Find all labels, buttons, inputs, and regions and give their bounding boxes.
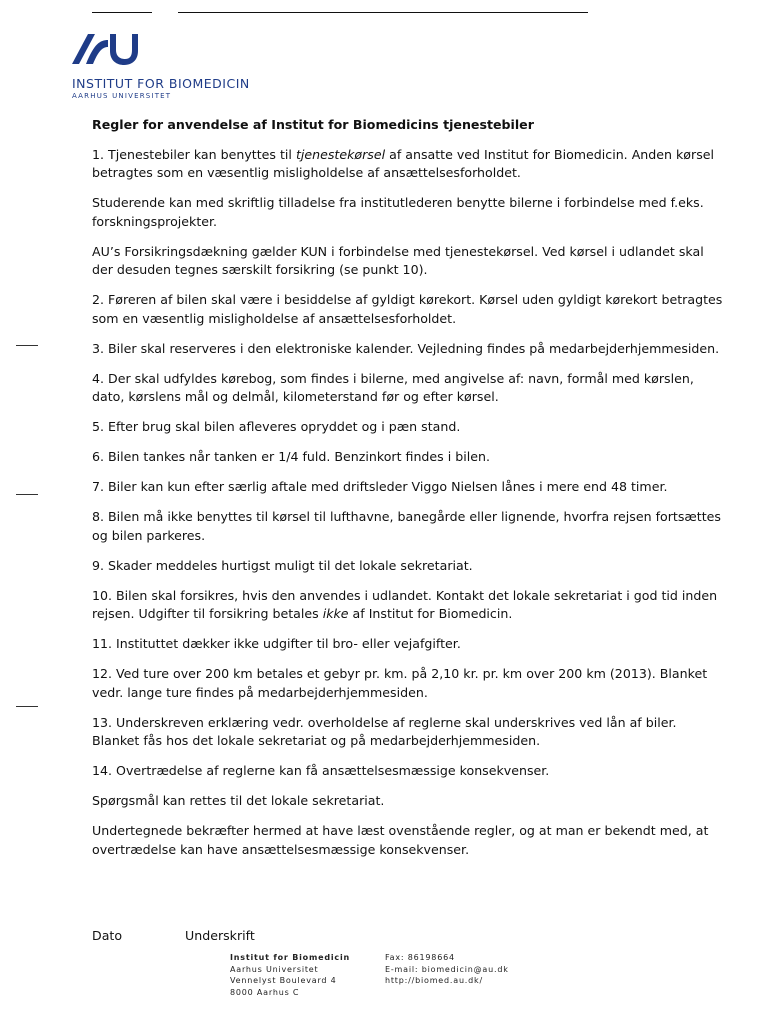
footer-website: http://biomed.au.dk/ (385, 976, 483, 985)
paragraph: 2. Føreren af bilen skal være i besiddelse af gyldigt kørekort. Kørsel uden gyldigt kørekort betragtes som en væsentlig misligholdelse af ansættelsesforholdet. (92, 292, 723, 326)
paragraph: Undertegnede bekræfter hermed at have læst ovenstående regler, og at man er bekendt med, at overtrædelse kan have ansættelsesmæssige konsekvenser. (92, 823, 709, 857)
paragraph: 5. Efter brug skal bilen afleveres opryddet og i pæn stand. (92, 419, 461, 434)
footer-fax: Fax: 86198664 (385, 953, 455, 962)
footer-address (230, 952, 350, 998)
text-segment: 1. Tjenestebiler kan benyttes til (92, 146, 296, 162)
footer-email: E-mail: biomedicin@au.dk (385, 964, 509, 974)
paragraph: 8. Bilen må ikke benyttes til kørsel til lufthavne, banegårde eller lignende, hvorfra rejsen fortsættes og bilen parkeres. (92, 509, 721, 543)
footer-address-line: Aarhus Universitet (230, 964, 319, 974)
paragraph: 4. Der skal udfyldes kørebog, som findes i bilerne, med angivelse af: navn, formål med kørslen, dato, kørslens mål og delmål, kilometerstand før og efter kørsel. (92, 370, 694, 404)
paragraph (92, 587, 724, 624)
signature-line[interactable] (178, 12, 588, 13)
paragraph: 13. Underskreven erklæring vedr. overholdelse af reglerne skal underskrives ved lån af biler. Blanket fås hos det lokale sekretariat og på medarbejderhjemmesiden. (92, 714, 677, 748)
paragraph: 3. Biler skal reserveres i den elektroniske kalender. Vejledning findes på medarbejderhjemmesiden. (92, 340, 720, 356)
paragraph: 7. Biler kan kun efter særlig aftale med driftsleder Viggo Nielsen lånes i mere end 48 timer. (92, 479, 668, 494)
paragraph: 6. Bilen tankes når tanken er 1/4 fuld. Benzinkort findes i bilen. (92, 449, 490, 464)
emphasis: ikke (322, 606, 349, 621)
date-label: Dato (92, 928, 123, 943)
paragraph: 12. Ved ture over 200 km betales et gebyr pr. km. på 2,10 kr. pr. km over 200 km (2013). Blanket vedr. lange ture findes på medarbejderhjemmesiden. (92, 666, 708, 700)
footer-contact (385, 952, 509, 987)
document-body (92, 116, 724, 871)
margin-mark (16, 706, 38, 707)
footer-address-line: 8000 Aarhus C (230, 987, 300, 997)
text-segment: 10. Bilen skal forsikres, hvis den anvendes i udlandet. Kontakt det lokale sekretariat i god tid inden rejsen. Udgifter til forsikring betales (92, 587, 718, 621)
paragraph: Spørgsmål kan rettes til det lokale sekretariat. (92, 793, 385, 808)
margin-mark (16, 345, 38, 346)
paragraph: 14. Overtrædelse af reglerne kan få ansættelsesmæssige konsekvenser. (92, 763, 550, 778)
date-signature-line[interactable] (92, 12, 152, 13)
institute-name: INSTITUT FOR BIOMEDICIN (72, 76, 250, 91)
paragraph: 11. Instituttet dækker ikke udgifter til bro- eller vejafgifter. (92, 636, 461, 651)
footer-address-line: Institut for Biomedicin (230, 953, 350, 962)
emphasis: tjenestekørsel (295, 146, 386, 162)
document-title: Regler for anvendelse af Institut for Biomedicins tjenestebiler (92, 117, 534, 132)
text-segment: af ansatte ved Institut for Biomedicin. Anden kørsel betragtes som en væsentlig misligholdelse af ansættelsesforholdet. (92, 146, 715, 180)
au-logo-icon (72, 30, 138, 66)
signature-label: Underskrift (185, 928, 255, 943)
paragraph: 9. Skader meddeles hurtigst muligt til det lokale sekretariat. (92, 557, 473, 573)
paragraph (92, 146, 724, 183)
margin-mark (16, 494, 38, 495)
university-name: AARHUS UNIVERSITET (72, 92, 172, 100)
text-segment: af Institut for Biomedicin. (348, 606, 513, 621)
paragraph: AU’s Forsikringsdækning gælder KUN i forbindelse med tjenestekørsel. Ved kørsel i udlandet skal der desuden tegnes særskilt forsikring (se punkt 10). (92, 243, 704, 277)
footer-address-line: Vennelyst Boulevard 4 (230, 976, 337, 985)
paragraph: Studerende kan med skriftlig tilladelse fra institutlederen benytte bilerne i forbindelse med f.eks. forskningsprojekter. (92, 195, 704, 229)
